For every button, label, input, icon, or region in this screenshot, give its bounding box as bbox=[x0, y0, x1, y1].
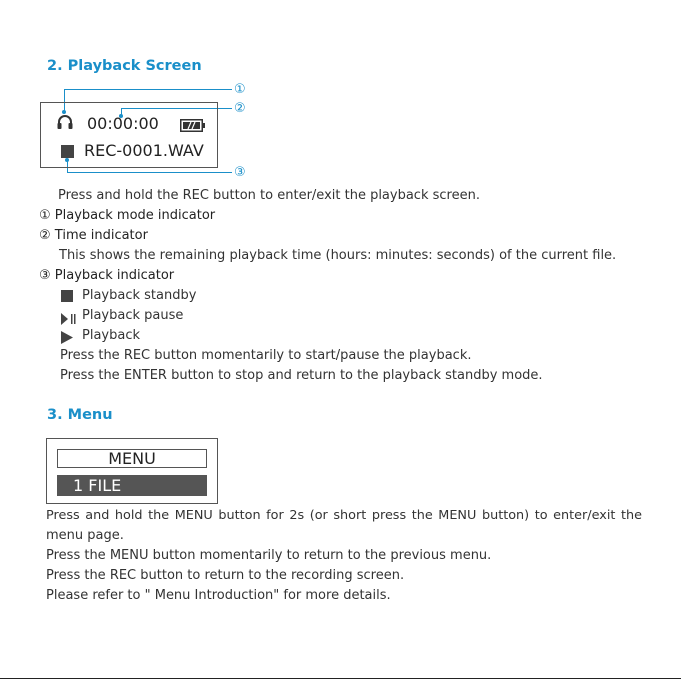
note-rec-button: Press the REC button momentarily to start/pause the playback. bbox=[60, 348, 472, 363]
section-title-menu: 3. Menu bbox=[47, 407, 113, 423]
item-playback-indicator: ③ Playback indicator bbox=[39, 268, 175, 283]
page-bottom-rule bbox=[0, 678, 681, 679]
item-mode-indicator: ① Playback mode indicator bbox=[39, 208, 216, 223]
playback-intro: Press and hold the REC button to enter/exit the playback screen. bbox=[58, 188, 480, 203]
play-icon bbox=[61, 329, 73, 348]
state-standby: Playback standby bbox=[82, 288, 197, 303]
menu-selected-item: 1 FILE bbox=[57, 475, 207, 496]
note-enter-button: Press the ENTER button to stop and return to the playback standby mode. bbox=[60, 368, 543, 383]
stop-icon bbox=[61, 290, 73, 302]
menu-screen-display bbox=[46, 438, 218, 504]
leader-line-3 bbox=[67, 172, 232, 173]
callout-2: ② bbox=[234, 101, 246, 116]
menu-line-previous: Press the MENU button momentarily to return to the previous menu. bbox=[46, 548, 492, 563]
state-pause: Playback pause bbox=[82, 308, 184, 323]
headphones-icon bbox=[56, 113, 74, 134]
leader-line-1 bbox=[64, 89, 232, 90]
battery-icon bbox=[180, 117, 206, 136]
menu-line-recording: Press the REC button to return to the recording screen. bbox=[46, 568, 405, 583]
stop-icon bbox=[61, 145, 74, 158]
item-time-indicator: ② Time indicator bbox=[39, 228, 148, 243]
file-name: REC-0001.WAV bbox=[84, 141, 204, 160]
menu-para-line2: menu page. bbox=[46, 528, 124, 543]
callout-1: ① bbox=[234, 82, 246, 97]
playback-screen-display bbox=[40, 102, 218, 168]
state-playback: Playback bbox=[82, 328, 141, 343]
menu-title-bar: MENU bbox=[57, 449, 207, 468]
menu-para-line1: Press and hold the MENU button for 2s (or short press the MENU button) to enter/exit the bbox=[46, 508, 642, 523]
time-indicator-desc: This shows the remaining playback time (hours: minutes: seconds) of the current file. bbox=[59, 248, 617, 263]
play-pause-icon bbox=[61, 310, 77, 329]
callout-3: ③ bbox=[234, 165, 246, 180]
menu-line-refer: Please refer to " Menu Introduction" for more details. bbox=[46, 588, 391, 603]
time-readout: 00:00:00 bbox=[87, 114, 159, 133]
section-title-playback: 2. Playback Screen bbox=[47, 58, 202, 74]
